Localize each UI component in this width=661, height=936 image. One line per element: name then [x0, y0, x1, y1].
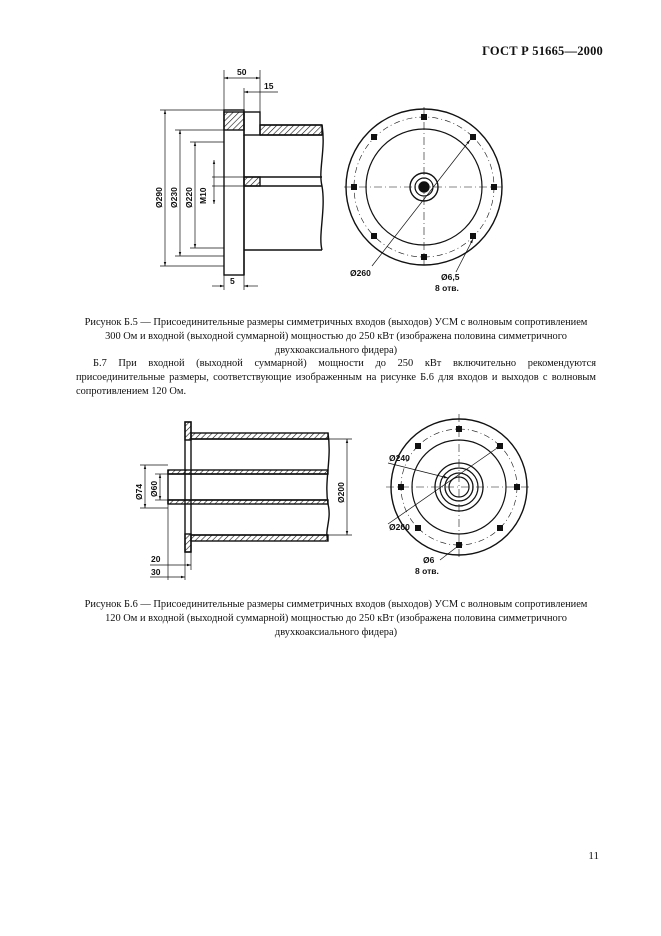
fig5-hole-diameter: Ø6,5	[441, 272, 460, 282]
figure5-caption: Рисунок Б.5 — Присоединительные размеры симметричных входов (выходов) УСМ с волновым сопротивлением 300 Ом и входной (выходной суммарной) мощностью до 250 кВт (изображена половина симметричного двухкоаксиального фидера)	[84, 317, 588, 356]
fig5-dim-5: 5	[230, 276, 235, 286]
fig6-dim-260: Ø260	[389, 522, 410, 532]
fig5-dim-290: Ø290	[154, 187, 164, 208]
figure6-side-view	[140, 422, 352, 580]
fig5-dim-260: Ø260	[350, 268, 371, 278]
figure5-front-view	[344, 107, 504, 272]
page-number: 11	[588, 850, 599, 862]
fig6-dim-240: Ø240	[389, 453, 410, 463]
figure6-side-labels	[134, 481, 346, 577]
fig6-hole-count: 8 отв.	[415, 566, 439, 576]
fig6-dim-60: Ø60	[149, 480, 159, 497]
figure5-front-labels	[350, 268, 460, 293]
figure5-side-view	[160, 70, 323, 290]
fig6-dim-20: 20	[151, 554, 161, 564]
fig5-dim-220: Ø220	[184, 187, 194, 208]
fig6-hole-diameter: Ø6	[423, 555, 435, 565]
fig6-dim-200: Ø200	[336, 482, 346, 503]
fig6-dim-74: Ø74	[134, 483, 144, 500]
fig5-dim-230: Ø230	[169, 187, 179, 208]
fig5-dim-50: 50	[237, 67, 247, 77]
fig5-thread-m10: M10	[198, 187, 208, 204]
document-header: ГОСТ Р 51665—2000	[482, 44, 603, 58]
paragraph-b7: Б.7 При входной (выходной суммарной) мощности до 250 кВт включительно рекомендуются присоединительные размеры, соответствующие изображенным на рисунке Б.6 для входов и выходов с волновым сопротивлением 120 Ом.	[76, 358, 596, 397]
fig5-hole-count: 8 отв.	[435, 283, 459, 293]
figure6-caption: Рисунок Б.6 — Присоединительные размеры симметричных входов (выходов) УСМ с волновым сопротивлением 120 Ом и входной (выходной суммарной) мощностью до 250 кВт (изображена половина симметричного двухкоаксиального фидера)	[84, 599, 588, 638]
fig5-dim-15: 15	[264, 81, 274, 91]
figure6-front-view	[386, 414, 532, 560]
fig6-dim-30: 30	[151, 567, 161, 577]
